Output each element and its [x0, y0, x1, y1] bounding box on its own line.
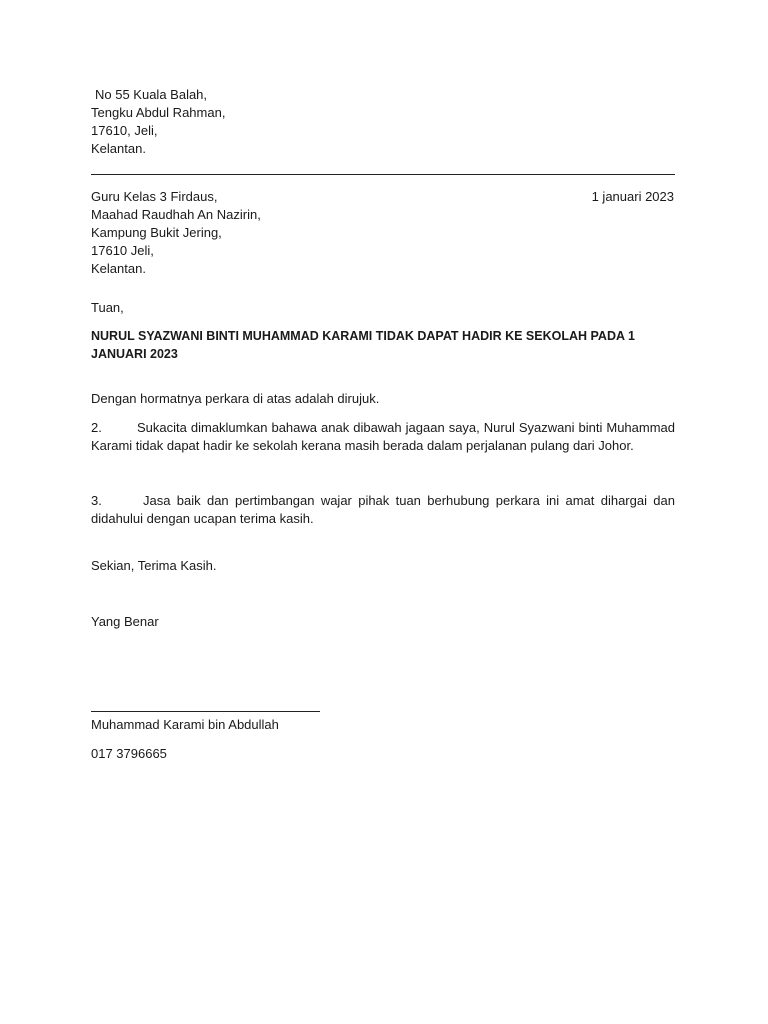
signature-line — [91, 711, 320, 712]
letter-date: 1 januari 2023 — [591, 189, 674, 204]
paragraph-number: 3. — [91, 493, 102, 508]
recipient-address-line: 17610 Jeli, — [91, 243, 154, 258]
recipient-address-line: Guru Kelas 3 Firdaus, — [91, 189, 218, 204]
valediction: Yang Benar — [91, 614, 159, 629]
signer-name: Muhammad Karami bin Abdullah — [91, 717, 279, 732]
signer-phone: 017 3796665 — [91, 746, 167, 761]
recipient-address-line: Kampung Bukit Jering, — [91, 225, 222, 240]
recipient-address-line: Kelantan. — [91, 261, 146, 276]
header-divider — [91, 174, 675, 175]
sender-address-line: Kelantan. — [91, 141, 146, 156]
sender-address-line: No 55 Kuala Balah, — [95, 87, 208, 102]
body-paragraph — [91, 419, 675, 455]
recipient-address — [91, 188, 261, 278]
sender-address-line: 17610, Jeli, — [91, 123, 158, 138]
closing-line: Sekian, Terima Kasih. — [91, 558, 217, 573]
recipient-address-line: Maahad Raudhah An Nazirin, — [91, 207, 261, 222]
paragraph-text: Sukacita dimaklumkan bahawa anak dibawah jagaan saya, Nurul Syazwani binti Muhammad Karami tidak dapat hadir ke sekolah kerana masih berada dalam perjalanan pulang dari Johor. — [91, 420, 675, 453]
salutation: Tuan, — [91, 300, 124, 315]
opening-line: Dengan hormatnya perkara di atas adalah dirujuk. — [91, 391, 380, 406]
sender-address-line: Tengku Abdul Rahman, — [91, 105, 226, 120]
paragraph-number: 2. — [91, 420, 102, 435]
sender-address — [91, 86, 225, 158]
paragraph-text: Jasa baik dan pertimbangan wajar pihak tuan berhubung perkara ini amat dihargai dan didahului dengan ucapan terima kasih. — [91, 493, 675, 526]
body-paragraph — [91, 492, 675, 528]
letter-subject: NURUL SYAZWANI BINTI MUHAMMAD KARAMI TIDAK DAPAT HADIR KE SEKOLAH PADA 1 JANUARI 2023 — [91, 329, 635, 361]
